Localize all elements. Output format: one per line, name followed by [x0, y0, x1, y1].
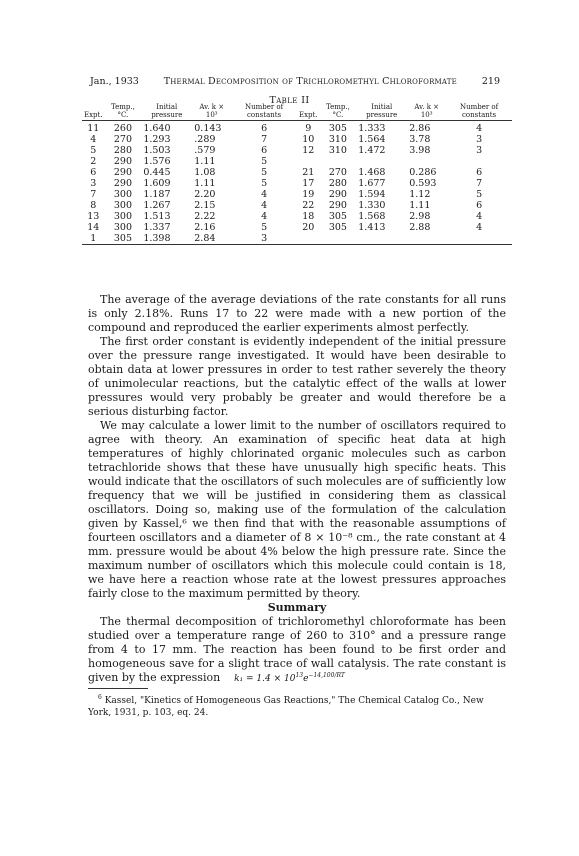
table-cell: 0.143	[194, 123, 222, 134]
table-cell	[407, 156, 446, 167]
table-cell: 300	[113, 222, 133, 233]
table-cell: 1.413	[358, 222, 386, 233]
table-cell: 1.11	[409, 200, 431, 211]
table-cell: 2.16	[194, 222, 216, 233]
table-cell: 22	[302, 200, 315, 211]
table-cell: 5	[261, 222, 268, 233]
table-row	[82, 121, 512, 135]
table-cell: 1.609	[143, 178, 171, 189]
table-cell: 2.88	[409, 222, 431, 233]
table-cell: 3	[231, 233, 297, 245]
table-cell: 1.187	[143, 189, 171, 200]
table-header-row	[82, 104, 512, 121]
table-cell: 1.08	[194, 167, 216, 178]
table-cell: 18	[302, 211, 315, 222]
col-header-temp-2: Temp., °C.	[320, 104, 357, 121]
table-cell: 2.84	[192, 233, 231, 245]
table-cell: 290	[113, 156, 133, 167]
table-cell: 19	[302, 189, 315, 200]
table-cell: 6	[476, 200, 483, 211]
col-header-temp: Temp., °C.	[105, 104, 142, 121]
table-cell: 14	[87, 222, 100, 233]
equation-lhs: k₁ = 1.4 × 10	[234, 674, 296, 684]
col-header-av-k: Av. k × 10³	[192, 104, 231, 121]
table-cell: 280	[328, 178, 347, 189]
table-cell: 260	[113, 123, 133, 134]
table-cell: 3	[476, 134, 483, 145]
table-cell: 2.15	[194, 200, 216, 211]
header-date: Jan., 1933	[90, 76, 139, 87]
table-cell: 1.640	[143, 123, 171, 134]
table-cell: 1.293	[143, 134, 171, 145]
table-cell: 5	[476, 189, 483, 200]
footnote-rule	[88, 688, 148, 689]
table-row	[82, 178, 512, 189]
table-cell: 270	[328, 167, 347, 178]
table-cell: 4	[476, 123, 483, 134]
table-cell: 13	[87, 211, 100, 222]
table-cell: 1.576	[143, 156, 171, 167]
table-cell: 4	[476, 222, 483, 233]
table-cell: 12	[302, 145, 315, 156]
table-cell: 270	[113, 134, 133, 145]
col-header-initial-pressure: Initial pressure	[141, 104, 192, 121]
table-cell: 21	[302, 167, 315, 178]
table-cell: 0.286	[409, 167, 437, 178]
table-cell: 11	[87, 123, 100, 134]
table-cell: 290	[113, 167, 133, 178]
table-row	[82, 222, 512, 233]
table-cell: 1.564	[358, 134, 386, 145]
table-cell: 4	[90, 134, 97, 145]
table-cell: 3.78	[409, 134, 431, 145]
footnote-mark: 6	[98, 694, 102, 701]
table-cell: 1.568	[358, 211, 386, 222]
table-cell: 305	[328, 211, 347, 222]
rate-equation	[0, 672, 579, 684]
table-cell: 7	[90, 189, 97, 200]
table-cell: 10	[302, 134, 315, 145]
table-body	[82, 121, 512, 245]
table-cell: 310	[328, 134, 347, 145]
table-cell: 8	[90, 200, 97, 211]
table-cell: .579	[194, 145, 216, 156]
table-cell: 310	[328, 145, 347, 156]
table-cell	[446, 156, 512, 167]
table-cell: 1.267	[143, 200, 171, 211]
page-number: 219	[481, 76, 500, 87]
table-cell: 5	[261, 167, 268, 178]
paragraph-first-order: The first order constant is evidently independent of the initial pressure over the pressure range investigated. It would have been desirable to obtain data at lower pressures in order to test rather severely the theory of unimolecular reactions, but the catalytic effect of the walls at lower pressures would very probably be greater and would therefore be a serious disturbing factor.	[88, 335, 506, 418]
table-cell: 1.468	[358, 167, 386, 178]
equation-tail: e	[303, 674, 309, 684]
table-cell: 2.98	[409, 211, 431, 222]
table-cell: 2	[90, 156, 97, 167]
col-header-expt: Expt.	[82, 104, 105, 121]
table-row	[82, 211, 512, 222]
table-cell: 6	[261, 123, 268, 134]
table-cell: 290	[113, 178, 133, 189]
table-cell: 5	[261, 156, 268, 167]
table-cell: 6	[261, 145, 268, 156]
table-cell: 7	[261, 134, 268, 145]
table-cell: .289	[194, 134, 216, 145]
table-cell: 4	[261, 200, 268, 211]
summary-heading: Summary	[267, 601, 327, 614]
table-cell	[297, 156, 320, 167]
table-cell: 3	[90, 178, 97, 189]
rate-constants-table	[82, 104, 512, 245]
table-cell: 1	[82, 233, 105, 245]
table-cell: 1.398	[141, 233, 192, 245]
table-row	[82, 200, 512, 211]
table-cell: 6	[90, 167, 97, 178]
header-title: Thermal Decomposition of Trichloromethyl Chloroformate	[163, 76, 457, 87]
table-cell: 17	[302, 178, 315, 189]
table-cell	[356, 156, 407, 167]
summary-paragraph: The thermal decomposition of trichloromethyl chloroformate has been studied over a temperature range of 260 to 310° and a pressure range from 4 to 17 mm. The reaction has been found to be first order and homogeneous save for a slight trace of wall catalysis. The rate constant is given by the expression	[88, 615, 506, 684]
table-cell: 280	[113, 145, 133, 156]
table-cell	[320, 233, 357, 245]
table-row	[82, 156, 512, 167]
table-cell: 2.22	[194, 211, 216, 222]
table-row	[82, 189, 512, 200]
col-header-number-of-constants-2: Number of constants	[446, 104, 512, 121]
body-text	[88, 293, 506, 685]
table-row	[82, 134, 512, 145]
col-header-expt-2: Expt.	[297, 104, 320, 121]
table-cell: 300	[113, 189, 133, 200]
table-cell	[446, 233, 512, 245]
table-cell: 0.445	[143, 167, 171, 178]
table-cell: 4	[261, 189, 268, 200]
table-cell: 3.98	[409, 145, 431, 156]
table-caption: Table II	[269, 95, 310, 106]
table-cell: 5	[90, 145, 97, 156]
table-cell: 1.513	[143, 211, 171, 222]
table-row	[82, 233, 512, 245]
paragraph-average-deviation: The average of the average deviations of the rate constants for all runs is only 2.18%. Runs 17 to 22 were made with a new portion of the compound and reproduced the earlier experiments almost perfectly.	[88, 293, 506, 334]
table-row	[82, 145, 512, 156]
running-header	[90, 76, 500, 87]
table-cell: 300	[113, 200, 133, 211]
table-cell: 3	[476, 145, 483, 156]
table-cell: 2.86	[409, 123, 431, 134]
table-cell: 290	[328, 189, 347, 200]
table-cell: 300	[113, 211, 133, 222]
footnote-text: Kassel, "Kinetics of Homogeneous Gas Reactions," The Chemical Catalog Co., New York, 1931, p. 103, eq. 24.	[88, 696, 484, 718]
equation-tail-exponent: −14,100/RT	[308, 672, 345, 679]
table-cell	[407, 233, 446, 245]
paragraph-oscillators: We may calculate a lower limit to the number of oscillators required to agree with theory. An examination of specific heat data at high temperatures of highly chlorinated organic molecules such as carbon tetrachloride shows that these have unusually high specific heats. This would indicate that the oscillators of such molecules are of sufficiently low frequency that we will be justified in considering them as classical oscillators. Doing so, making use of the formulation of the calculation given by Kassel,⁶ we then find that with the reasonable assumptions of fourteen oscillators and a diameter of 8 × 10⁻⁸ cm., the rate constant at 4 mm. pressure would be about 4% below the high pressure rate. Since the maximum number of oscillators which this molecule could contain is 18, we have here a reaction whose rate at the lowest pressures approaches fairly close to the maximum permitted by theory.	[88, 419, 506, 600]
table-cell: 1.11	[194, 178, 216, 189]
table-cell: 5	[261, 178, 268, 189]
table-cell: 290	[328, 200, 347, 211]
table-cell: 6	[476, 167, 483, 178]
table-cell: 20	[302, 222, 315, 233]
table-cell: 4	[261, 211, 268, 222]
table-cell: 1.503	[143, 145, 171, 156]
table-cell: 1.330	[358, 200, 386, 211]
table-cell	[356, 233, 407, 245]
table-cell: 7	[476, 178, 483, 189]
table-cell: 0.593	[409, 178, 437, 189]
table-cell: 1.472	[358, 145, 386, 156]
table-cell	[320, 156, 357, 167]
table-cell: 1.333	[358, 123, 386, 134]
footnote	[88, 692, 506, 719]
col-header-av-k-2: Av. k × 10³	[407, 104, 446, 121]
table-cell: 1.337	[143, 222, 171, 233]
table-cell: 4	[476, 211, 483, 222]
table-cell: 1.12	[409, 189, 431, 200]
table-cell: 305	[328, 222, 347, 233]
col-header-initial-pressure-2: Initial pressure	[356, 104, 407, 121]
table-cell: 2.20	[194, 189, 216, 200]
col-header-number-of-constants: Number of constants	[231, 104, 297, 121]
table-cell: 9	[305, 123, 312, 134]
table-cell: 305	[105, 233, 142, 245]
table-row	[82, 167, 512, 178]
table-cell	[297, 233, 320, 245]
table-cell: 1.677	[358, 178, 386, 189]
table-cell: 305	[328, 123, 347, 134]
table-cell: 1.11	[194, 156, 216, 167]
table-cell: 1.594	[358, 189, 386, 200]
equation-exponent: 13	[295, 672, 304, 679]
